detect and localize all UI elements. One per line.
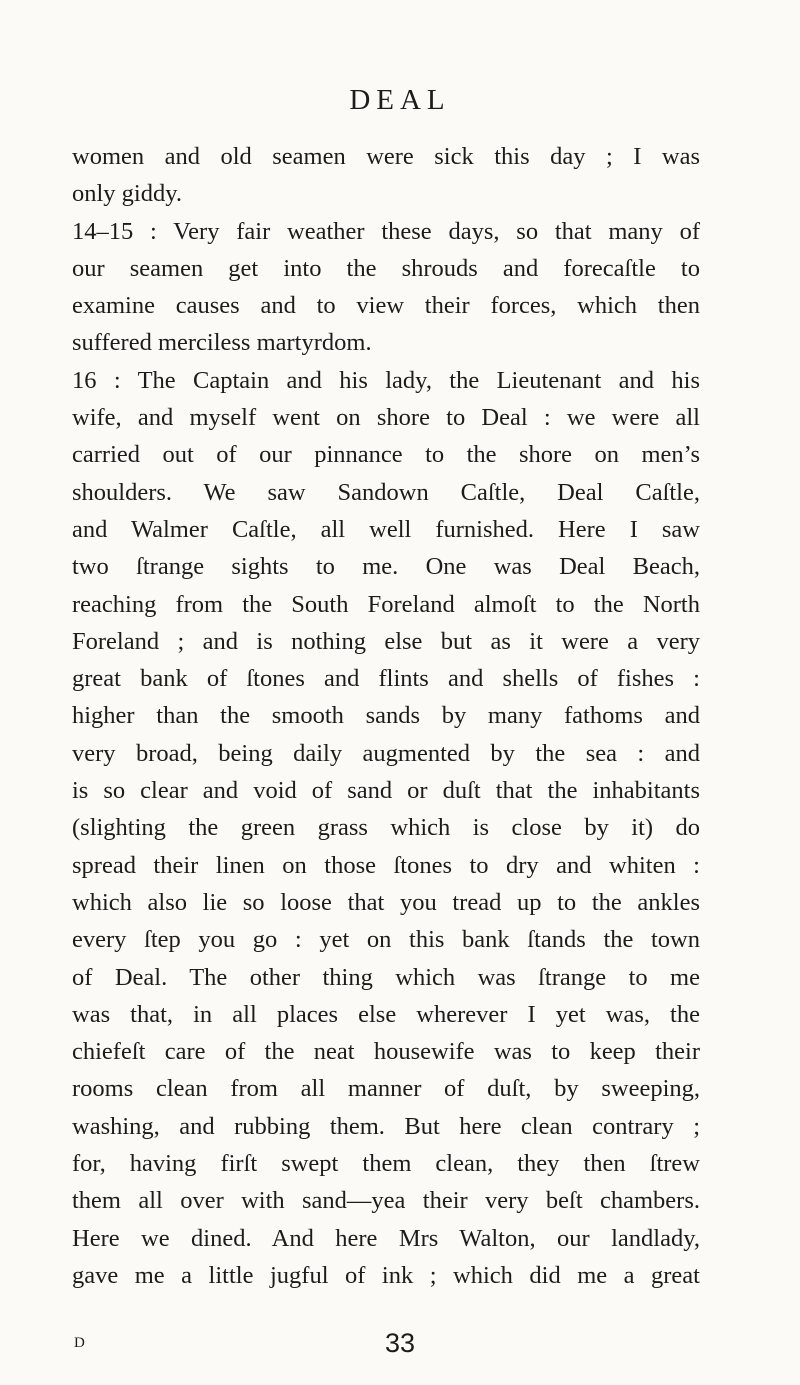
text-line: women and old seamen were sick this day ; I was	[72, 143, 700, 170]
text-line: and Walmer Caſtle, all well furnished. Here I saw	[72, 515, 700, 543]
text-line: only giddy.	[72, 180, 183, 208]
text-line: carried out of our pinnance to the shore on men’s	[72, 441, 700, 469]
text-line: higher than the smooth sands by many fathoms and	[72, 702, 700, 730]
text-line: Foreland ; and is nothing else but as it were a very	[72, 627, 700, 655]
text-line: very broad, being daily augmented by the sea : and	[72, 739, 700, 767]
text-line: reaching from the South Foreland almoſt to the North	[72, 590, 700, 618]
page-number: 33	[384, 1328, 416, 1358]
text-line: two ſtrange sights to me. One was Deal Beach,	[72, 553, 700, 581]
text-line: 16 : The Captain and his lady, the Lieutenant and his	[72, 366, 700, 394]
text-line: of Deal. The other thing which was ſtrange to me	[72, 963, 700, 991]
text-line: them all over with sand—yea their very beſt chambers.	[72, 1187, 700, 1215]
text-line: chiefeſt care of the neat housewife was to keep their	[72, 1038, 700, 1066]
text-line: gave me a little jugful of ink ; which did me a great	[72, 1261, 700, 1289]
running-head: DEAL	[349, 84, 451, 116]
text-line: great bank of ſtones and flints and shells of fishes :	[72, 665, 700, 693]
text-line: shoulders. We saw Sandown Caſtle, Deal Caſtle,	[72, 478, 700, 506]
text-line: our seamen get into the shrouds and forecaſtle to	[72, 254, 700, 282]
body-text	[72, 138, 700, 1294]
text-line: for, having firſt swept them clean, they then ſtrew	[72, 1150, 700, 1178]
text-line: rooms clean from all manner of duſt, by sweeping,	[72, 1075, 700, 1103]
text-line: suffered merciless martyrdom.	[72, 329, 372, 357]
text-line: is so clear and void of sand or duſt that the inhabitants	[72, 777, 700, 805]
signature-mark: D	[74, 1335, 86, 1351]
text-line: 14–15 : Very fair weather these days, so that many of	[72, 217, 700, 245]
text-line: was that, in all places else wherever I yet was, the	[72, 1000, 700, 1028]
text-line: Here we dined. And here Mrs Walton, our landlady,	[72, 1224, 700, 1252]
text-line: every ſtep you go : yet on this bank ſtands the town	[72, 926, 700, 954]
text-line: examine causes and to view their forces, which then	[72, 292, 700, 320]
text-line: spread their linen on those ſtones to dry and whiten :	[72, 851, 700, 879]
text-line: wife, and myself went on shore to Deal : we were all	[72, 404, 700, 432]
text-line: (slighting the green grass which is close by it) do	[72, 814, 700, 842]
text-line: which also lie so loose that you tread up to the ankles	[72, 888, 700, 916]
text-line: washing, and rubbing them. But here clean contrary ;	[72, 1112, 700, 1140]
